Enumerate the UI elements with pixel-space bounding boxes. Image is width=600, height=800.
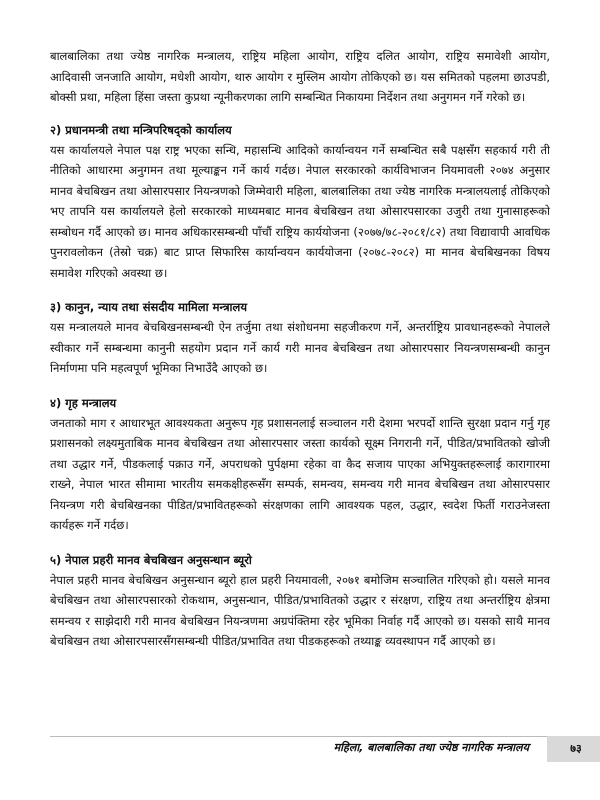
section-body: नेपाल प्रहरी मानव बेचबिखन अनुसन्धान ब्यूरो हाल प्रहरी नियमावली, २०७१ बमोजिम सञ्चालित गरिएको हो। यसले मानव बेचबिखन तथा ओसारपसारको रोकथाम, अनुसन्धान, पीडित/प्रभावितको उद्धार र संरक्षण, राष्ट्रिय तथा अन्तर्राष्ट्रिय क्षेत्रमा समन्वय र साझेदारी गरी मानव बेचबिखन नियन्त्रणमा अग्रपंक्तिमा रहेर भूमिका निर्वाह गर्दै आएको छ। यसको साथै मानव बेचबिखन तथा ओसारपसारसँगसम्बन्धी पीडित/प्रभावित तथा पीडकहरूको तथ्याङ्क व्यवस्थापन गर्दै आएको छ।	[50, 572, 550, 648]
section-police-bureau	[50, 550, 550, 652]
intro-paragraph: बालबालिका तथा ज्येष्ठ नागरिक मन्त्रालय, राष्ट्रिय महिला आयोग, राष्ट्रिय दलित आयोग, राष्ट्रिय समावेशी आयोग, आदिवासी जनजाति आयोग, मधेशी आयोग, थारु आयोग र मुस्लिम आयोग तोकिएको छ। यस समितको पहलमा छाउपडी, बोक्सी प्रथा, महिला हिंसा जस्ता कुप्रथा न्यूनीकरणका लागि सम्बन्धित निकायमा निर्देशन तथा अनुगमन गर्ने गरेको छ।	[50, 49, 550, 104]
page-number-box	[547, 736, 600, 762]
section-heading: ३) कानुन, न्याय तथा संसदीय मामिला मन्त्रालय	[50, 300, 247, 314]
section-pm-office	[50, 120, 550, 284]
page-footer	[50, 736, 600, 760]
section-heading: २) प्रधानमन्त्री तथा मन्त्रिपरिषद्को कार्यालय	[50, 122, 232, 137]
section-heading: ५) नेपाल प्रहरी मानव बेचबिखन अनुसन्धान ब्यूरो	[50, 552, 252, 567]
section-law-ministry	[50, 297, 550, 379]
page-number: ७३	[570, 742, 582, 755]
footer-title: महिला, बालबालिका तथा ज्येष्ठ नागरिक मन्त्रालय	[333, 741, 529, 754]
section-home-ministry	[50, 393, 550, 536]
section-heading: ४) गृह मन्त्रालय	[50, 395, 117, 410]
section-body: यस मन्त्रालयले मानव बेचबिखनसम्बन्धी ऐन तर्जुमा तथा संशोधनमा सहजीकरण गर्ने, अन्तर्राष्ट्रिय प्रावधानहरूको नेपालले स्वीकार गर्ने सम्बन्धमा कानुनी सहयोग प्रदान गर्ने कार्य गरी मानव बेचबिखन तथा ओसारपसार नियन्त्रणसम्बन्धी कानुन निर्माणमा पनि महत्वपूर्ण भूमिका निभाउँदै आएको छ।	[50, 320, 550, 375]
section-body: जनताको माग र आधारभूत आवश्यकता अनुरूप गृह प्रशासनलाई सञ्चालन गरी देशमा भरपर्दो शान्ति सुरक्षा प्रदान गर्नु गृह प्रशासनको लक्ष्यमुताबिक मानव बेचबिखन तथा ओसारपसार जस्ता कार्यको सूक्ष्म निगरानी गर्ने, पीडित/प्रभावितको खोजी तथा उद्धार गर्ने, पीडकलाई पक्राउ गर्ने, अपराधको पुर्पक्षमा रहेका वा कैद सजाय पाएका अभियुक्तहरूलाई कारागारमा राख्ने, नेपाल भारत सीमामा भारतीय समकक्षीहरूसँग सम्पर्क, समन्वय, समन्वय गरी मानव बेचबिखन तथा ओसारपसार नियन्त्रण गरी बेचबिखनका पीडित/प्रभावितहरूको संरक्षणका लागि आवश्यक पहल, उद्धार, स्वदेश फिर्ती गराउनेजस्ता कार्यहरू गर्ने गर्दछ।	[50, 415, 550, 532]
page-body	[50, 46, 550, 666]
footer-divider	[50, 736, 600, 737]
section-body: यस कार्यालयले नेपाल पक्ष राष्ट्र भएका सन्धि, महासन्धि आदिको कार्यान्वयन गर्ने सम्बन्धित सबै पक्षसँग सहकार्य गरी ती नीतिको आधारमा अनुगमन तथा मूल्याङ्कन गर्ने कार्य गर्दछ। नेपाल सरकारको कार्यविभाजन नियमावली २०७४ अनुसार मानव बेचबिखन तथा ओसारपसार नियन्त्रणको जिम्मेवारी महिला, बालबालिका तथा ज्येष्ठ नागरिक मन्त्रालयलाई तोकिएको भए तापनि यस कार्यालयले हेलो सरकारको माध्यमबाट मानव बेचबिखन तथा ओसारपसारका उजुरी तथा गुनासाहरूको सम्बोधन गर्दै आएको छ। मानव अधिकारसम्बन्धी पाँचौं राष्ट्रिय कार्ययोजना (२०७७/७८-२०८१/८२) तथा विद्यावापी आवधिक पुनरावलोकन (तेस्रो चक्र) बाट प्राप्त सिफारिस कार्यान्वयन कार्ययोजना (२०७८-२०८२) मा मानव बेचबिखनका विषय समावेश गरिएको अवस्था छ।	[50, 142, 550, 280]
